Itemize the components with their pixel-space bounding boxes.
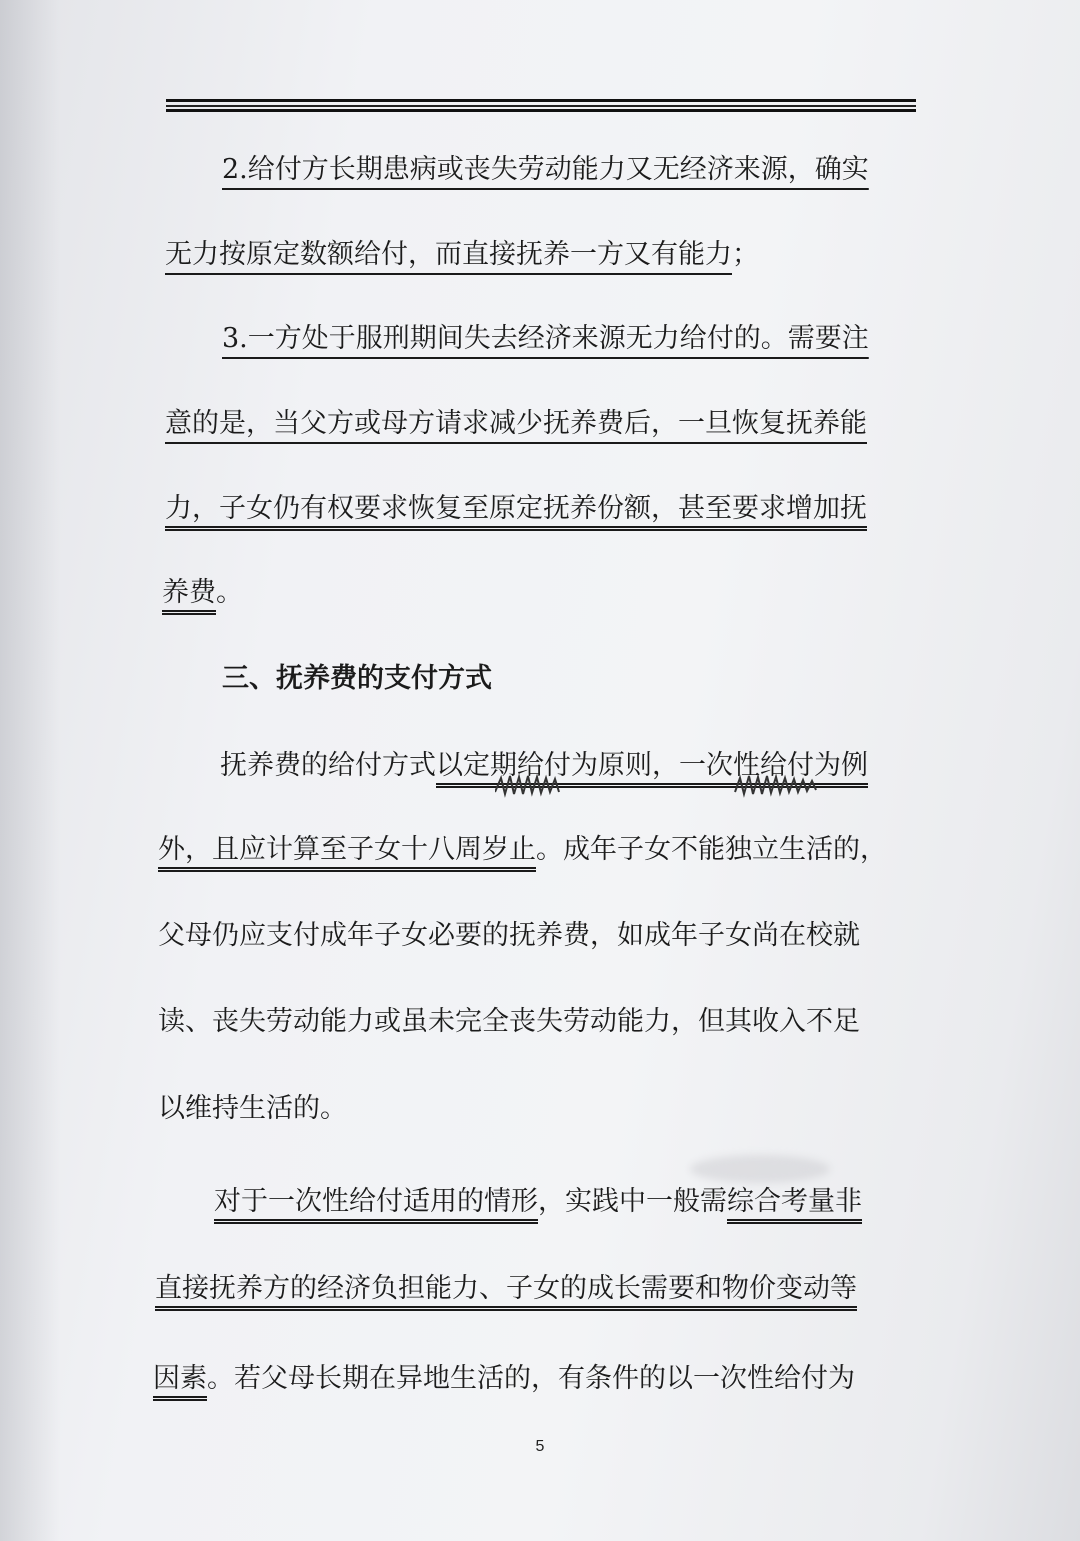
page-number: 5: [535, 1438, 545, 1455]
page-edge-shadow: [0, 0, 60, 1541]
paragraph-line: [155, 1267, 857, 1311]
double-underlined-text: 直接抚养方的经济负担能力、子女的成长需要和物价变动等: [155, 1273, 857, 1304]
paragraph-line: [158, 914, 860, 958]
paragraph-line: [158, 1087, 347, 1131]
header-rule-middle: [166, 105, 916, 107]
double-underlined-text: 因素: [153, 1363, 207, 1394]
paragraph-line: [222, 317, 869, 361]
paragraph-line: [222, 148, 916, 192]
underlined-text: 2.给付方长期患病或丧失劳动能力又无经济来源，确实: [222, 154, 869, 185]
plain-text: 。成年子女不能独立生活的，: [536, 834, 887, 865]
paragraph-line: [162, 571, 243, 615]
paragraph-line: [165, 402, 867, 446]
plain-text: 以维持生活的。: [158, 1093, 347, 1124]
double-underlined-text: 对于一次性给付适用的情形: [214, 1186, 538, 1217]
double-underlined-text: 力，子女仍有权要求恢复至原定抚养份额，甚至要求增加抚: [165, 493, 867, 524]
double-underlined-text: 综合考量非: [727, 1186, 862, 1217]
section-heading: 三、抚养费的支付方式: [222, 663, 492, 694]
paragraph-line: [220, 744, 868, 788]
plain-text: ，实践中一般需: [538, 1186, 727, 1217]
plain-text: 父母仍应支付成年子女必要的抚养费，如成年子女尚在校就: [158, 920, 860, 951]
paragraph-line: [158, 828, 887, 872]
underlined-text: 3.一方处于服刑期间失去经济来源无力给付的。需要注: [222, 323, 869, 354]
double-underlined-text: 外，且应计算至子女十八周岁止: [158, 834, 536, 865]
plain-text: 读、丧失劳动能力或虽未完全丧失劳动能力，但其收入不足: [158, 1006, 860, 1037]
plain-text: 。若父母长期在异地生活的，有条件的以一次性给付为: [207, 1363, 855, 1394]
underlined-text: 无力按原定数额给付，而直接抚养一方又有能力: [165, 239, 732, 270]
underlined-text: 意的是，当父方或母方请求减少抚养费后，一旦恢复抚养能: [165, 408, 867, 439]
header-rule-top: [166, 99, 916, 102]
paragraph-line: [153, 1357, 855, 1401]
header-rule-bottom: [166, 109, 916, 112]
paragraph-line: [165, 233, 759, 277]
paper-smudge: [690, 1155, 830, 1183]
plain-text: 。: [216, 577, 243, 608]
paragraph-line: [165, 487, 867, 531]
double-underlined-text: 养费: [162, 577, 216, 608]
double-underlined-text: 以定期给付为原则，一次性给付为例: [436, 750, 868, 781]
paragraph-line: [158, 1000, 860, 1044]
plain-text: 抚养费的给付方式: [220, 750, 436, 781]
paragraph-line: [214, 1180, 862, 1224]
plain-text: ；: [732, 239, 759, 270]
